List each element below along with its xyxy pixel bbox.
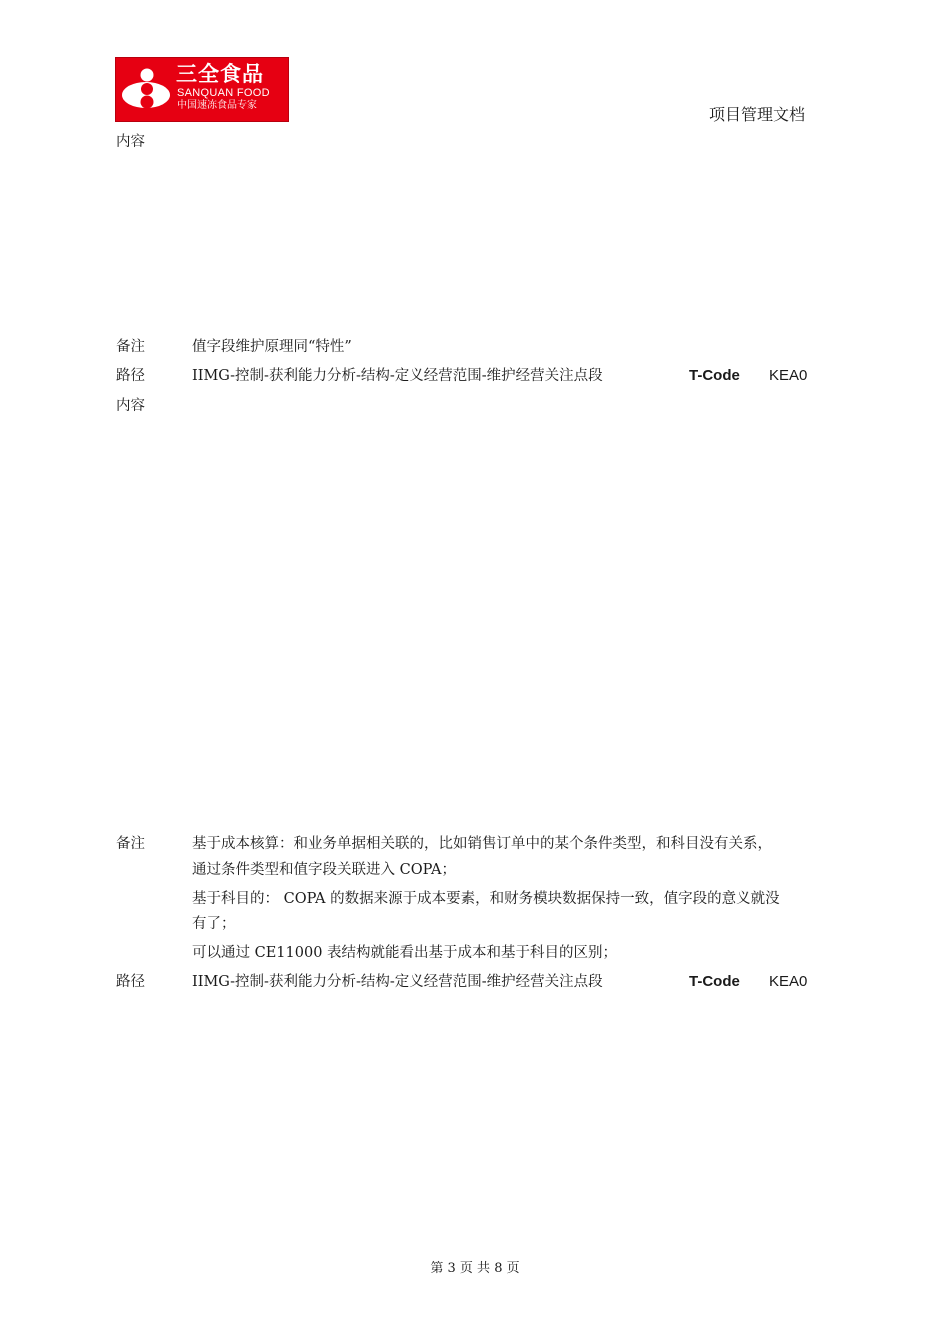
path-value: IIMG-控制-获利能力分析-结构-定义经营范围-维护经营关注点段 xyxy=(192,368,603,384)
logo-name-en: SANQUAN FOOD xyxy=(177,87,270,99)
tcode-label: T-Code xyxy=(689,973,740,990)
path-value: IIMG-控制-获利能力分析-结构-定义经营范围-维护经营关注点段 xyxy=(192,974,603,990)
note-line: 基于科目的： COPA 的数据来源于成本要素，和财务模块数据保持一致，值字段的意义就没 xyxy=(192,891,780,907)
logo-mark-icon xyxy=(116,58,176,122)
note-line: 通过条件类型和值字段关联进入 COPA； xyxy=(192,862,456,878)
note-label: 备注 xyxy=(116,836,145,852)
note-text: 值字段维护原理同“特性” xyxy=(192,339,352,355)
tcode-value: KEA0 xyxy=(769,973,808,990)
note-label: 备注 xyxy=(116,339,145,355)
logo-tagline: 中国速冻食品专家 xyxy=(177,100,257,111)
note-line: 基于成本核算：和业务单据相关联的，比如销售订单中的某个条件类型，和科目没有关系， xyxy=(192,836,772,852)
logo-name-cn: 三全食品 xyxy=(176,62,264,86)
path-label: 路径 xyxy=(116,368,145,384)
company-logo xyxy=(115,57,289,122)
path-label: 路径 xyxy=(116,974,145,990)
page-number: 第 3 页 共 8 页 xyxy=(430,1261,520,1276)
content-label: 内容 xyxy=(116,398,145,414)
document-title: 项目管理文档 xyxy=(709,105,806,124)
tcode-value: KEA0 xyxy=(769,367,808,384)
note-line: 可以通过 CE11000 表结构就能看出基于成本和基于科目的区别； xyxy=(192,945,618,961)
tcode-label: T-Code xyxy=(689,367,740,384)
note-line: 有了； xyxy=(192,916,236,932)
content-label: 内容 xyxy=(116,134,145,150)
